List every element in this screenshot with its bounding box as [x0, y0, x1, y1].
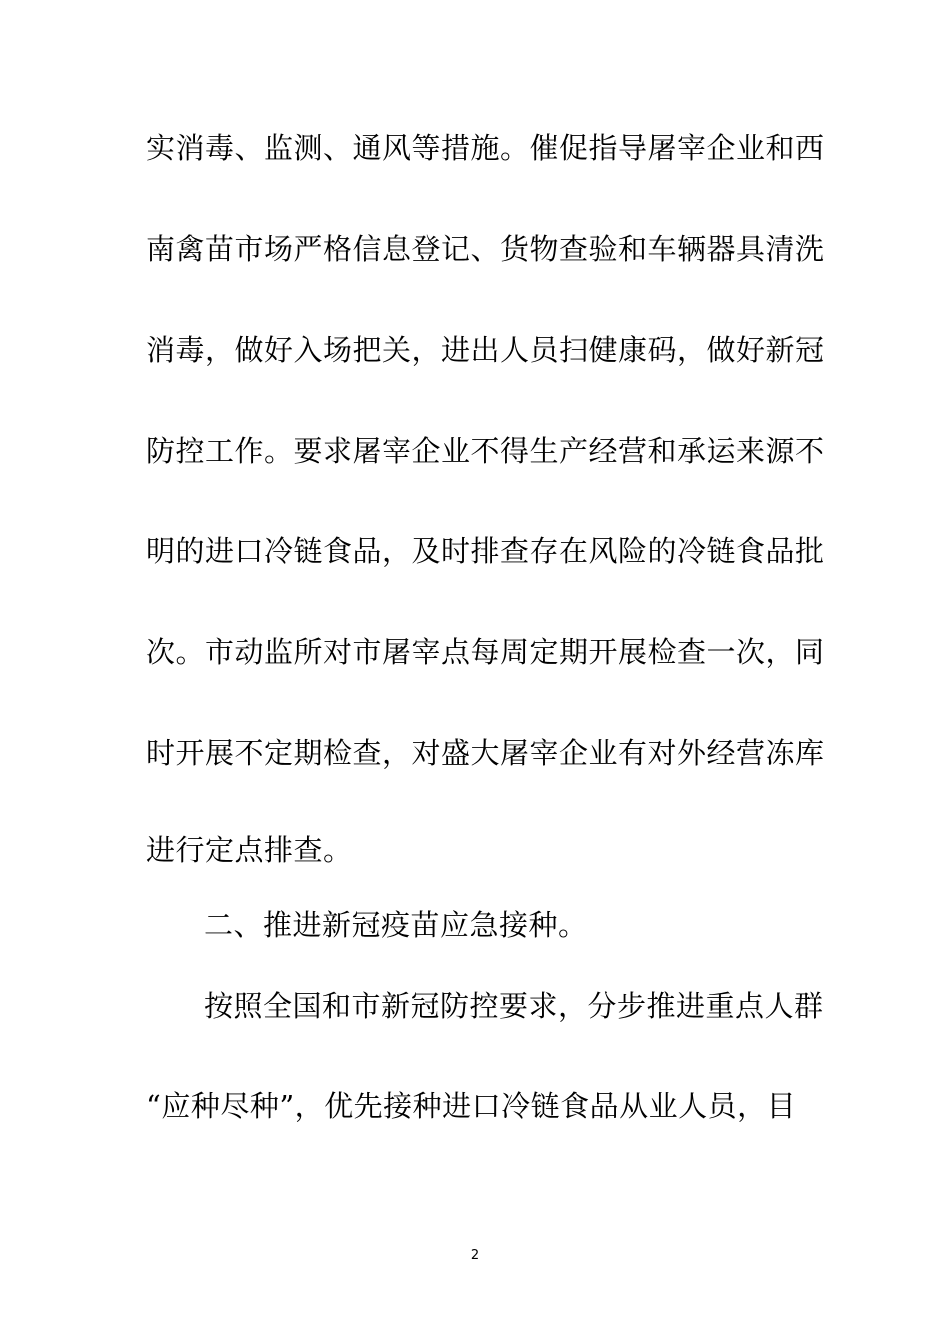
page-number: 2 [470, 1248, 480, 1263]
body-text-line: 按照全国和市新冠防控要求，分步推进重点人群 [204, 989, 824, 1023]
body-text-line: 明的进口冷链食品，及时排查存在风险的冷链食品批 [146, 534, 825, 568]
body-text-line: “应种尽种”，优先接种进口冷链食品从业人员，目 [146, 1089, 797, 1123]
section-heading: 二、推进新冠疫苗应急接种。 [204, 908, 588, 942]
body-text-line: 次。市动监所对市屠宰点每周定期开展检查一次，同 [146, 635, 825, 669]
body-text-line: 实消毒、监测、通风等措施。催促指导屠宰企业和西 [146, 131, 825, 165]
body-text-line: 进行定点排查。 [146, 833, 353, 867]
body-text-line: 南禽苗市场严格信息登记、货物查验和车辆器具清洗 [146, 232, 825, 266]
body-text-line: 时开展不定期检查，对盛大屠宰企业有对外经营冻库 [146, 736, 825, 770]
body-text-line: 防控工作。要求屠宰企业不得生产经营和承运来源不 [146, 434, 825, 468]
body-text-line: 消毒，做好入场把关，进出人员扫健康码，做好新冠 [146, 333, 825, 367]
